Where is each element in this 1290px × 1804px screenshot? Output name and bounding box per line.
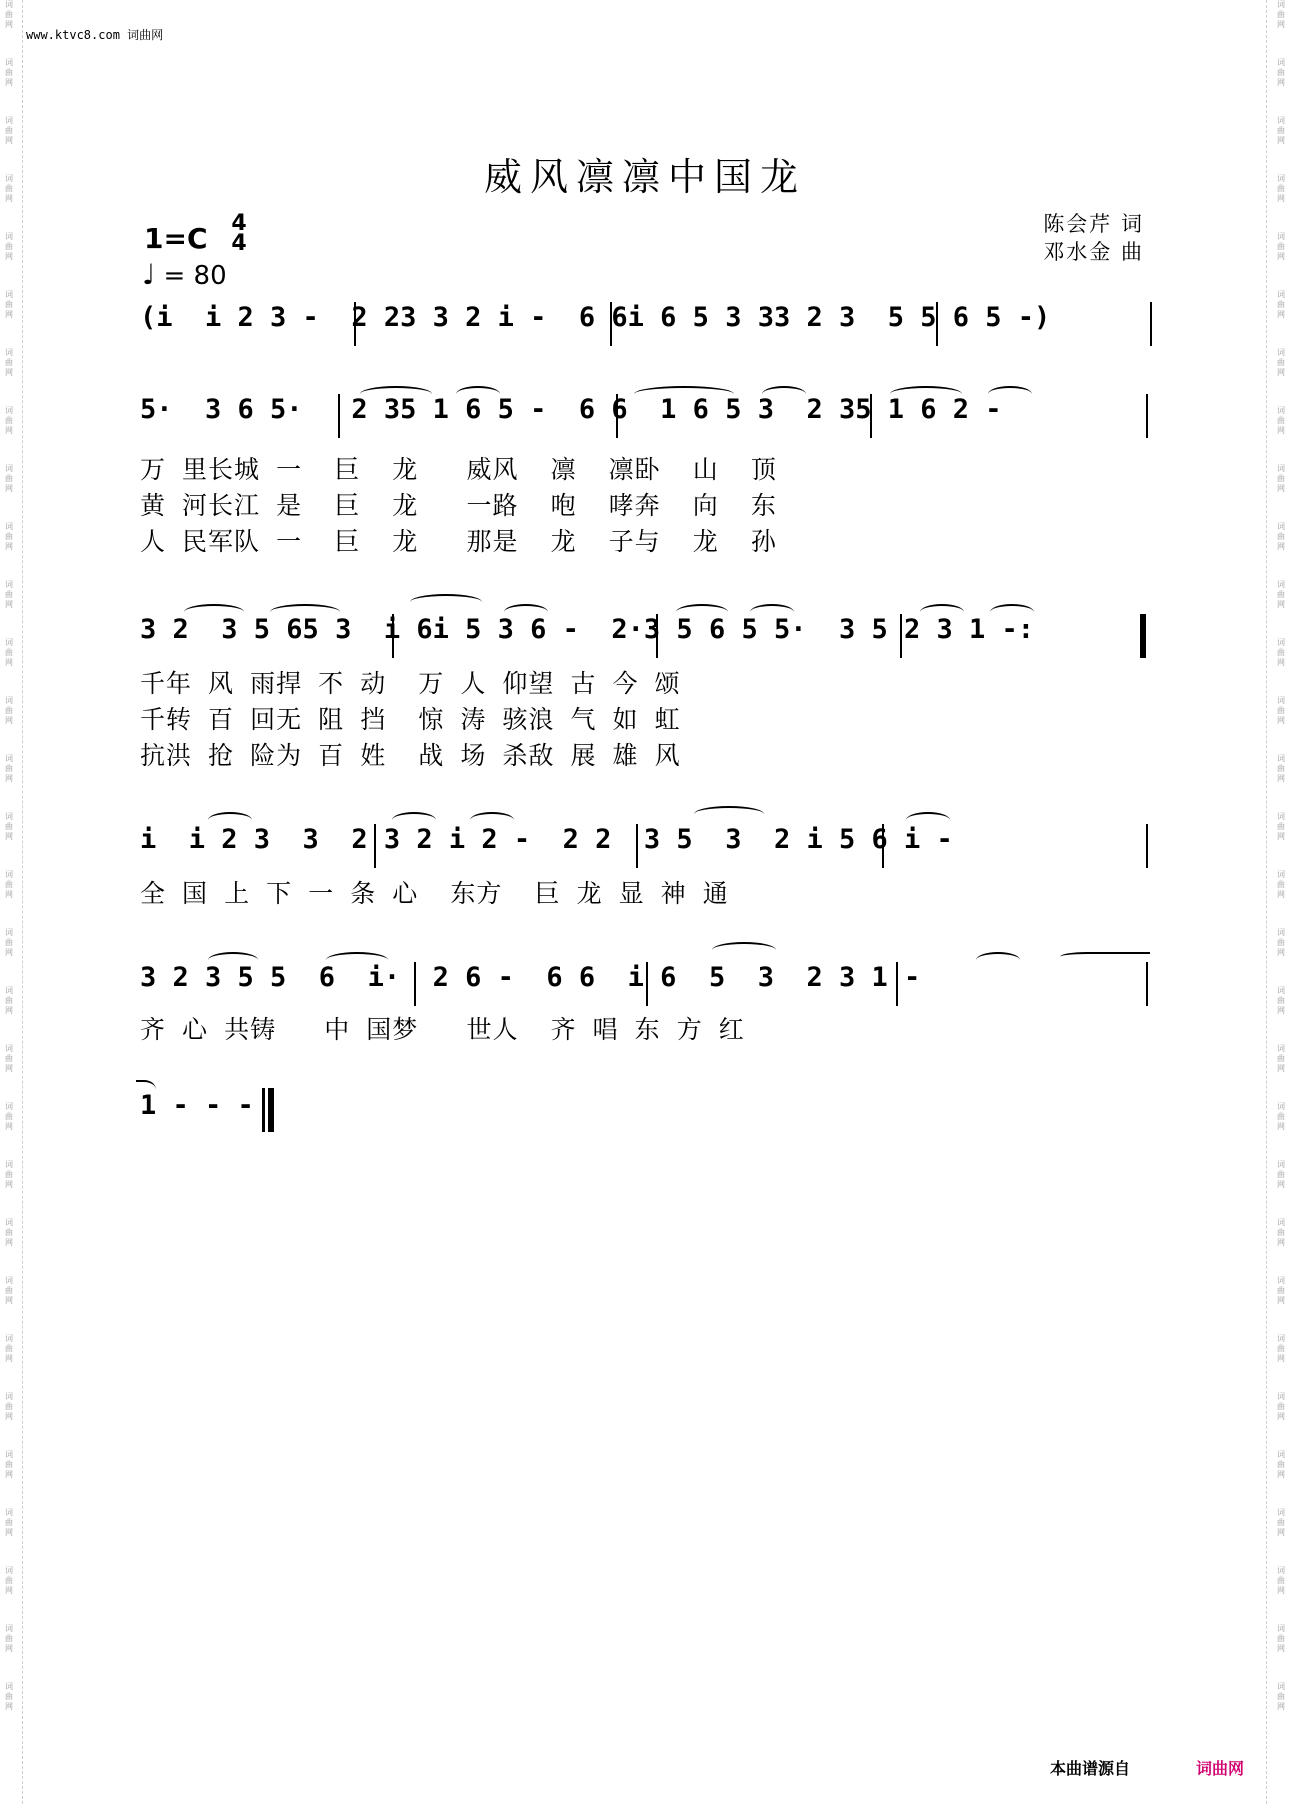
lyrics-line-2-verse-1: 万 里长城 一 巨 龙 威风 凛 凛卧 山 顶 [140, 455, 777, 484]
watermark-text: 词 曲 网 [1277, 1102, 1285, 1131]
watermark-text: 词 曲 网 [1277, 1450, 1285, 1479]
watermark-text: 词 曲 网 [1277, 870, 1285, 899]
watermark-text: 词 曲 网 [1277, 290, 1285, 319]
lyrics-line-3-verse-3: 抗洪 抢 险为 百 姓 战 场 杀敌 展 雄 风 [140, 741, 681, 770]
notation-line-6: 1 - - - [140, 1090, 254, 1121]
watermark-text: 词 曲 网 [1277, 1508, 1285, 1537]
slur [360, 386, 432, 402]
time-signature [228, 211, 250, 256]
slur [920, 604, 964, 620]
watermark-text: 词 曲 网 [1277, 1160, 1285, 1189]
watermark-text: 词 曲 网 [5, 1450, 13, 1479]
watermark-text: 词 曲 网 [5, 696, 13, 725]
watermark-text: 词 曲 网 [1277, 464, 1285, 493]
watermark-text: 词 曲 网 [1277, 232, 1285, 261]
slur [208, 952, 258, 968]
watermark-text: 词 曲 网 [5, 232, 13, 261]
tie [1060, 952, 1150, 968]
watermark-text: 词 曲 网 [5, 290, 13, 319]
watermark-text: 词 曲 网 [5, 464, 13, 493]
watermark-text: 词 曲 网 [1277, 1218, 1285, 1247]
watermark-text: 词 曲 网 [5, 1218, 13, 1247]
watermark-text: 词 曲 网 [5, 116, 13, 145]
slur [762, 386, 806, 402]
bar-line [1146, 962, 1148, 1006]
watermark-text: 词 曲 网 [1277, 348, 1285, 377]
lyrics-line-2-verse-2: 黄 河长江 是 巨 龙 一路 咆 哮奔 向 东 [140, 491, 777, 520]
song-title: 威风凛凛中国龙 [483, 155, 806, 199]
bar-line [616, 394, 618, 438]
watermark-text: 词 曲 网 [5, 1160, 13, 1189]
slur [504, 604, 548, 620]
watermark-text: 词 曲 网 [1277, 754, 1285, 783]
slur [676, 604, 728, 620]
watermark-text: 词 曲 网 [1277, 928, 1285, 957]
slur [990, 604, 1034, 620]
footer-source: 本曲谱源自 [1050, 1759, 1131, 1778]
lyrics-line-4: 全 国 上 下 一 条 心 东方 巨 龙 显 神 通 [140, 879, 729, 908]
watermark-text: 词 曲 网 [1277, 986, 1285, 1015]
watermark-text: 词 曲 网 [5, 522, 13, 551]
slur [906, 812, 950, 828]
bar-line [636, 824, 638, 868]
bar-line [936, 302, 938, 346]
notation-line-1: (i i 2 3 - 2 23 3 2 i - 6 6i 6 5 3 33 2 3 5 5 6 5 -) [140, 302, 1051, 333]
notation-line-4: i i 2 3 3 2 3 2 i 2 - 2 2 3 5 3 2 i 5 6 i - [140, 824, 953, 855]
notation-line-3: 3 2 3 5 65 3 i 6i 5 3 6 - 2·3 5 6 5 5· 3 5 2 3 1 -: [140, 614, 1035, 645]
slur [634, 386, 734, 402]
key-signature: 1=C [144, 222, 208, 255]
watermark-text: 词 曲 网 [1277, 116, 1285, 145]
slur [392, 812, 436, 828]
watermark-text: 词 曲 网 [5, 348, 13, 377]
tempo-value: = 80 [163, 261, 227, 291]
watermark-text: 词 曲 网 [5, 638, 13, 667]
watermark-text: 词 曲 网 [5, 1334, 13, 1363]
right-margin-line [1266, 0, 1267, 1804]
notation-line-2: 5· 3 6 5· 2 35 1 6 5 - 6 6 1 6 5 3 2 35 1 6 2 - [140, 394, 1002, 425]
lyrics-line-5: 齐 心 共铸 中 国梦 世人 齐 唱 东 方 红 [140, 1015, 745, 1044]
bar-line [374, 824, 376, 868]
slur [184, 604, 244, 620]
bar-line [354, 302, 356, 346]
watermark-text: 词 曲 网 [1277, 1682, 1285, 1711]
slur [208, 812, 252, 828]
watermark-text: 词 曲 网 [5, 754, 13, 783]
watermark-text: 词 曲 网 [5, 1624, 13, 1653]
watermark-text: 词 曲 网 [1277, 1276, 1285, 1305]
composer-credit: 邓水金 曲 [1043, 240, 1144, 264]
lyricist-credit: 陈会芹 词 [1043, 212, 1144, 236]
bar-line [338, 394, 340, 438]
time-signature-bottom: 4 [231, 231, 247, 256]
left-margin-line [22, 0, 23, 1804]
watermark-text: 词 曲 网 [1277, 58, 1285, 87]
watermark-text: 词 曲 网 [5, 580, 13, 609]
bar-line [896, 962, 898, 1006]
credits [1043, 210, 1144, 266]
bar-line [900, 614, 902, 658]
slur [976, 952, 1020, 968]
watermark-text: 词 曲 网 [5, 1508, 13, 1537]
watermark-text: 词 曲 网 [1277, 1624, 1285, 1653]
watermark-text: 词 曲 网 [5, 1392, 13, 1421]
watermark-text: 词 曲 网 [5, 1276, 13, 1305]
watermark-text: 词 曲 网 [1277, 1392, 1285, 1421]
watermark-text: 词 曲 网 [5, 1102, 13, 1131]
watermark-text: 词 曲 网 [5, 406, 13, 435]
footer-site-link[interactable]: 词曲网 [1196, 1759, 1245, 1778]
slur [694, 806, 764, 822]
tempo-mark [142, 258, 227, 291]
slur [326, 952, 388, 968]
watermark-text: 词 曲 网 [1277, 638, 1285, 667]
bar-line [414, 962, 416, 1006]
watermark-text: 词 曲 网 [1277, 1044, 1285, 1073]
slur [988, 386, 1032, 402]
watermark-text: 词 曲 网 [5, 928, 13, 957]
watermark-text: 词 曲 网 [1277, 696, 1285, 725]
lyrics-line-2-verse-3: 人 民军队 一 巨 龙 那是 龙 子与 龙 孙 [140, 527, 777, 556]
bar-line [882, 824, 884, 868]
bar-line [392, 614, 394, 658]
slur [410, 594, 482, 610]
bar-line [656, 614, 658, 658]
slur [890, 386, 962, 402]
repeat-end-bar [1140, 614, 1146, 658]
final-bar-thin [262, 1088, 265, 1132]
bar-line [646, 962, 648, 1006]
watermark-text: 词 曲 网 [5, 0, 13, 29]
watermark-text: 词 曲 网 [1277, 812, 1285, 841]
watermark-text: 词 曲 网 [1277, 580, 1285, 609]
watermark-text: 词 曲 网 [5, 1566, 13, 1595]
slur [750, 604, 794, 620]
quarter-note-icon: ♩ [142, 258, 156, 291]
watermark-text: 词 曲 网 [1277, 0, 1285, 29]
watermark-text: 词 曲 网 [5, 1044, 13, 1073]
slur [456, 386, 500, 402]
watermark-text: 词 曲 网 [1277, 1566, 1285, 1595]
watermark-text: 词 曲 网 [5, 1682, 13, 1711]
bar-line [870, 394, 872, 438]
watermark-text: 词 曲 网 [1277, 522, 1285, 551]
watermark-right-column [1274, 0, 1288, 1804]
watermark-text: 词 曲 网 [5, 812, 13, 841]
lyrics-line-3-verse-2: 千转 百 回无 阻 挡 惊 涛 骇浪 气 如 虹 [140, 705, 681, 734]
notation-line-5: 3 2 3 5 5 6 i· 2 6 - 6 6 i 6 5 3 2 3 1 - [140, 962, 921, 993]
watermark-text: 词 曲 网 [5, 174, 13, 203]
slur [270, 604, 340, 620]
slur [470, 812, 514, 828]
final-bar-thick [268, 1088, 274, 1132]
bar-line [610, 302, 612, 346]
watermark-text: 词 曲 网 [1277, 406, 1285, 435]
watermark-left-column [2, 0, 16, 1804]
bar-line [1150, 302, 1152, 346]
watermark-text: 词 曲 网 [5, 986, 13, 1015]
site-url: www.ktvc8.com 词曲网 [26, 28, 164, 42]
time-signature-top: 4 [231, 211, 247, 236]
lyrics-line-3-verse-1: 千年 风 雨捍 不 动 万 人 仰望 古 今 颂 [140, 669, 681, 698]
bar-line [1146, 824, 1148, 868]
watermark-text: 词 曲 网 [5, 58, 13, 87]
slur [712, 942, 776, 958]
watermark-text: 词 曲 网 [5, 870, 13, 899]
bar-line [1146, 394, 1148, 438]
watermark-text: 词 曲 网 [1277, 174, 1285, 203]
watermark-text: 词 曲 网 [1277, 1334, 1285, 1363]
